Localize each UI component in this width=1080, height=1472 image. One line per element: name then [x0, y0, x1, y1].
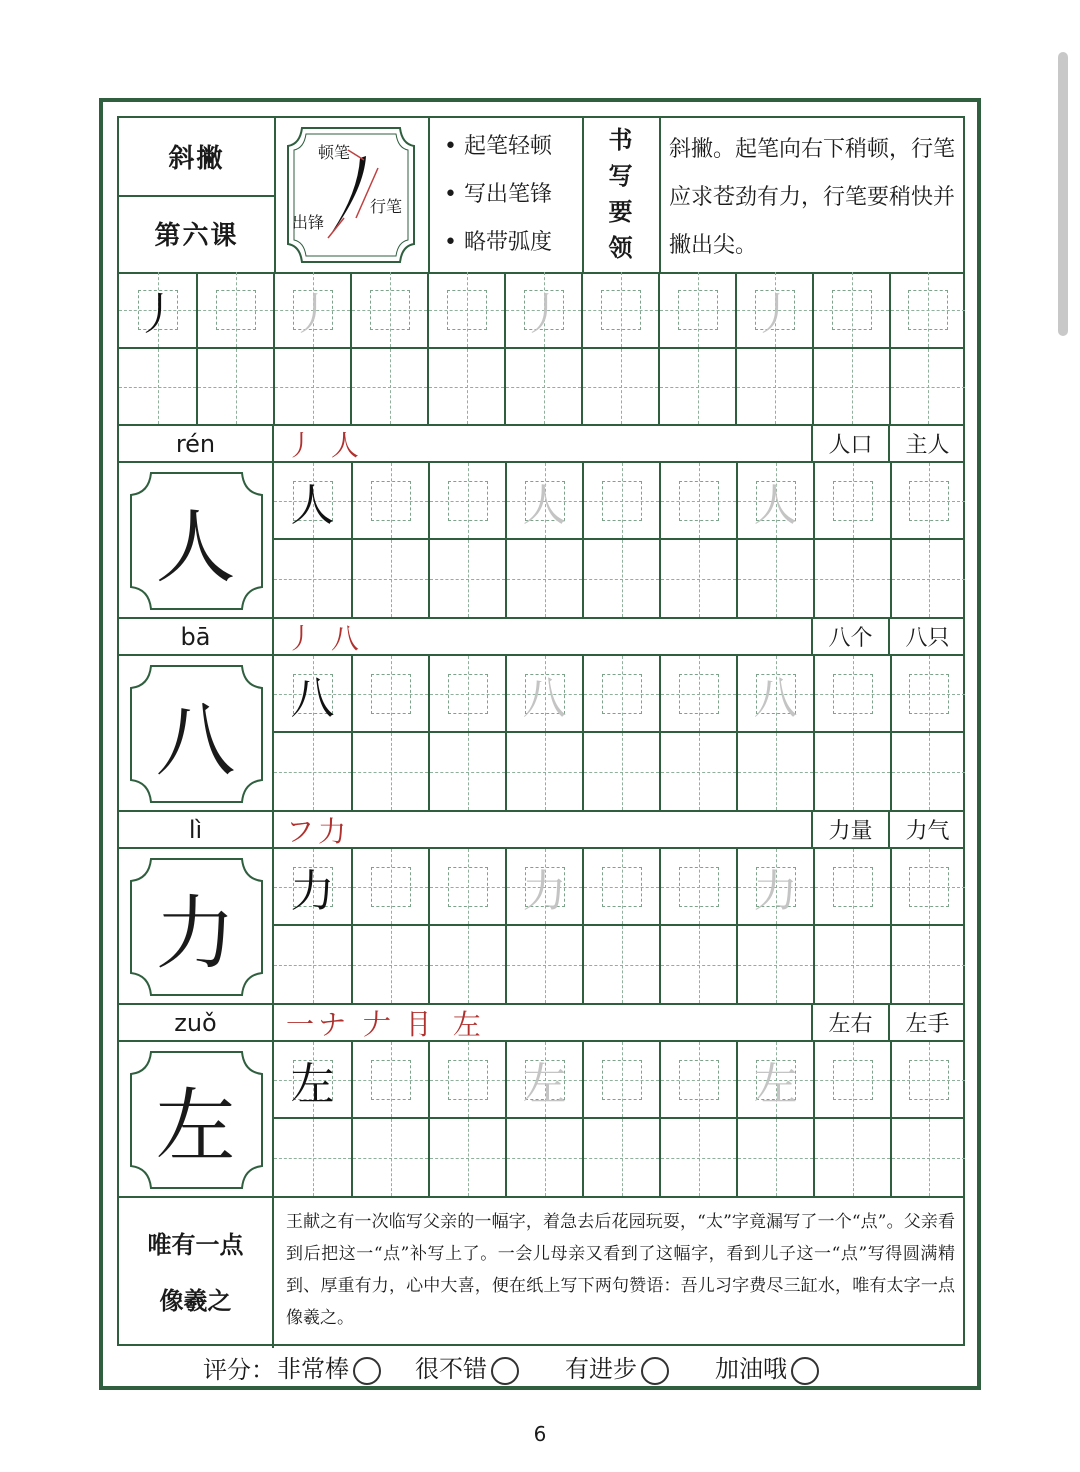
practice-cell[interactable] [428, 540, 505, 619]
practice-cell[interactable] [581, 272, 658, 349]
stroke-order: 一ナ 𠂇 ⺝ 左 [274, 1005, 813, 1042]
model-character: 人 [290, 479, 335, 531]
practice-cell[interactable] [504, 272, 581, 349]
trace-character: 左 [522, 1058, 567, 1110]
practice-cell[interactable] [351, 926, 428, 1005]
practice-cell[interactable] [505, 463, 582, 540]
practice-cell[interactable] [428, 463, 505, 540]
story-text: 王献之有一次临写父亲的一幅字，着急去后花园玩耍，“太”字竟漏写了一个“点”。父亲看到后把这一“点”补写上了。一会儿母亲又看到了这幅字，看到儿子这一“点”写得圆满精到、厚重有力，心中大喜，便在纸上写下两句赞语：吾儿习字费尽三缸水，唯有太字一点像羲之。 [286, 1212, 955, 1328]
practice-cell[interactable] [658, 349, 735, 426]
word-1: 人口 [813, 426, 890, 463]
practice-cell[interactable] [659, 540, 736, 619]
practice-cell[interactable] [504, 349, 581, 426]
practice-cell[interactable] [658, 272, 735, 349]
stroke-practice-rows [119, 272, 965, 426]
practice-cell[interactable] [505, 1042, 582, 1119]
big-character: 八 [155, 693, 236, 787]
stroke-diagram-frame-icon [274, 118, 428, 272]
practice-cell[interactable] [350, 349, 427, 426]
stroke-trace: 丿 [290, 288, 335, 340]
story-title-line: 像羲之 [159, 1286, 232, 1315]
practice-cell[interactable] [505, 540, 582, 619]
practice-cell[interactable] [196, 349, 273, 426]
practice-cell[interactable] [581, 349, 658, 426]
practice-cell[interactable] [813, 656, 890, 733]
model-character: 左 [290, 1058, 335, 1110]
stroke-diagram [274, 118, 428, 272]
diagram-label-move: 行笔 [370, 197, 403, 216]
word-2: 主人 [890, 426, 965, 463]
practice-cell[interactable] [582, 849, 659, 926]
diagram-label-start: 顿笔 [318, 143, 351, 162]
word-1: 左右 [813, 1005, 890, 1042]
practice-cell[interactable] [582, 926, 659, 1005]
rating-option-excellent[interactable]: 非常棒 [277, 1349, 381, 1385]
practice-cell[interactable] [351, 463, 428, 540]
word-1: 力量 [813, 812, 890, 849]
model-character: 力 [290, 865, 335, 917]
stroke-trace: 丿 [752, 288, 797, 340]
practice-cell[interactable] [505, 849, 582, 926]
practice-cell[interactable] [582, 1042, 659, 1119]
trace-character: 左 [753, 1058, 798, 1110]
big-character: 人 [155, 500, 236, 594]
key-point: • 起笔轻顿 [444, 123, 594, 171]
pinyin: bā [119, 619, 274, 656]
trace-character: 人 [753, 479, 798, 531]
big-character: 左 [155, 1079, 236, 1173]
practice-cell[interactable] [736, 733, 813, 812]
word-2: 左手 [890, 1005, 965, 1042]
practice-cell[interactable] [274, 463, 351, 540]
writing-key-label [582, 122, 659, 272]
stroke-order: フ力 [274, 812, 813, 849]
stroke-model: 丿 [135, 288, 180, 340]
key-label-char: 要 [608, 197, 633, 226]
story-title [119, 1198, 274, 1348]
big-character-panel [119, 463, 274, 619]
rating-option-very-good[interactable]: 很不错 [415, 1349, 519, 1385]
practice-cell[interactable] [889, 349, 965, 426]
practice-cell[interactable] [659, 1042, 736, 1119]
practice-cell[interactable] [736, 540, 813, 619]
trace-character: 力 [522, 865, 567, 917]
pinyin: zuǒ [119, 1005, 274, 1042]
practice-cell[interactable] [274, 656, 351, 733]
character-block [119, 812, 965, 1005]
key-point: • 写出笔锋 [444, 171, 594, 219]
practice-cell[interactable] [428, 1119, 505, 1198]
stroke-name: 斜撇 [168, 144, 225, 174]
practice-cell[interactable] [119, 349, 196, 426]
practice-cell[interactable] [350, 272, 427, 349]
practice-cell[interactable] [659, 926, 736, 1005]
practice-cell[interactable] [890, 540, 965, 619]
stroke-trace: 丿 [521, 288, 566, 340]
stroke-order: 丿 人 [274, 426, 813, 463]
practice-cell[interactable] [659, 1119, 736, 1198]
practice-cell[interactable] [274, 1042, 351, 1119]
pinyin: lì [119, 812, 274, 849]
practice-cell[interactable] [351, 656, 428, 733]
practice-cell[interactable] [813, 733, 890, 812]
practice-cell[interactable] [505, 926, 582, 1005]
practice-cell[interactable] [505, 656, 582, 733]
big-character: 力 [155, 886, 236, 980]
lesson-title: 第六课 [154, 221, 239, 251]
practice-cell[interactable] [428, 1042, 505, 1119]
circle-icon[interactable] [353, 1357, 381, 1385]
character-block [119, 1005, 965, 1198]
rating-label: 评分： [203, 1355, 275, 1384]
practice-cell[interactable] [582, 733, 659, 812]
practice-cell[interactable] [428, 926, 505, 1005]
practice-cell[interactable] [890, 926, 965, 1005]
practice-cell[interactable] [659, 463, 736, 540]
practice-cell[interactable] [505, 733, 582, 812]
practice-cell[interactable] [582, 656, 659, 733]
character-practice-grid [274, 656, 965, 812]
word-1: 八个 [813, 619, 890, 656]
practice-cell[interactable] [351, 733, 428, 812]
big-character-panel [119, 656, 274, 812]
practice-cell[interactable] [273, 349, 350, 426]
practice-cell[interactable] [890, 733, 965, 812]
practice-cell[interactable] [890, 1042, 965, 1119]
practice-cell[interactable] [812, 349, 889, 426]
practice-cell[interactable] [659, 656, 736, 733]
scrollbar-thumb[interactable] [1058, 52, 1068, 336]
story-title-line: 唯有一点 [147, 1230, 244, 1259]
character-practice-grid [274, 463, 965, 619]
key-points [444, 123, 594, 273]
model-character: 八 [290, 672, 335, 724]
practice-cell[interactable] [813, 849, 890, 926]
practice-cell[interactable] [813, 1042, 890, 1119]
practice-cell[interactable] [274, 733, 351, 812]
practice-cell[interactable] [812, 272, 889, 349]
trace-character: 八 [522, 672, 567, 724]
key-point: • 略带弧度 [444, 219, 594, 267]
worksheet-grid [117, 116, 965, 1346]
practice-cell[interactable] [273, 272, 350, 349]
practice-cell[interactable] [582, 1119, 659, 1198]
practice-cell[interactable] [196, 272, 273, 349]
practice-cell[interactable] [351, 1042, 428, 1119]
worksheet-frame [99, 98, 981, 1390]
practice-cell[interactable] [428, 849, 505, 926]
practice-cell[interactable] [274, 1119, 351, 1198]
trace-character: 人 [522, 479, 567, 531]
writing-description: 斜撇。起笔向右下稍顿，行笔应求苍劲有力，行笔要稍快并撇出尖。 [669, 137, 956, 258]
circle-icon[interactable] [791, 1357, 819, 1385]
practice-cell[interactable] [736, 926, 813, 1005]
practice-cell[interactable] [119, 272, 196, 349]
pinyin: rén [119, 426, 274, 463]
key-label-char: 领 [608, 233, 633, 262]
practice-cell[interactable] [274, 540, 351, 619]
key-label-char: 写 [608, 161, 633, 190]
circle-icon[interactable] [641, 1357, 669, 1385]
practice-cell[interactable] [428, 733, 505, 812]
character-practice-grid [274, 1042, 965, 1198]
practice-cell[interactable] [427, 349, 504, 426]
practice-cell[interactable] [813, 463, 890, 540]
trace-character: 力 [753, 865, 798, 917]
character-block [119, 619, 965, 812]
practice-cell[interactable] [889, 272, 965, 349]
practice-cell[interactable] [813, 926, 890, 1005]
character-practice-grid [274, 849, 965, 1005]
practice-cell[interactable] [813, 540, 890, 619]
stroke-order: 丿 八 [274, 619, 813, 656]
practice-cell[interactable] [735, 272, 812, 349]
practice-cell[interactable] [659, 733, 736, 812]
practice-cell[interactable] [427, 272, 504, 349]
key-label-char: 书 [608, 125, 633, 154]
practice-cell[interactable] [890, 1119, 965, 1198]
practice-cell[interactable] [890, 656, 965, 733]
practice-cell[interactable] [351, 849, 428, 926]
practice-cell[interactable] [890, 849, 965, 926]
practice-cell[interactable] [274, 849, 351, 926]
practice-cell[interactable] [890, 463, 965, 540]
practice-cell[interactable] [274, 926, 351, 1005]
diagram-label-end: 出锋 [292, 213, 325, 232]
page-number: 6 [533, 1422, 547, 1446]
big-character-panel [119, 1042, 274, 1198]
trace-character: 八 [753, 672, 798, 724]
practice-cell[interactable] [736, 656, 813, 733]
character-block [119, 426, 965, 619]
rating-option-keep-going[interactable]: 加油哦 [715, 1349, 819, 1385]
word-2: 八只 [890, 619, 965, 656]
practice-cell[interactable] [582, 463, 659, 540]
big-character-panel [119, 849, 274, 1005]
word-2: 力气 [890, 812, 965, 849]
practice-cell[interactable] [735, 349, 812, 426]
practice-cell[interactable] [659, 849, 736, 926]
practice-cell[interactable] [736, 1119, 813, 1198]
rating-row [203, 1348, 963, 1386]
practice-cell[interactable] [351, 540, 428, 619]
practice-cell[interactable] [813, 1119, 890, 1198]
circle-icon[interactable] [491, 1357, 519, 1385]
practice-cell[interactable] [736, 849, 813, 926]
practice-cell[interactable] [736, 463, 813, 540]
practice-cell[interactable] [351, 1119, 428, 1198]
practice-cell[interactable] [582, 540, 659, 619]
practice-cell[interactable] [428, 656, 505, 733]
practice-cell[interactable] [736, 1042, 813, 1119]
practice-cell[interactable] [505, 1119, 582, 1198]
rating-option-progress[interactable]: 有进步 [565, 1349, 669, 1385]
